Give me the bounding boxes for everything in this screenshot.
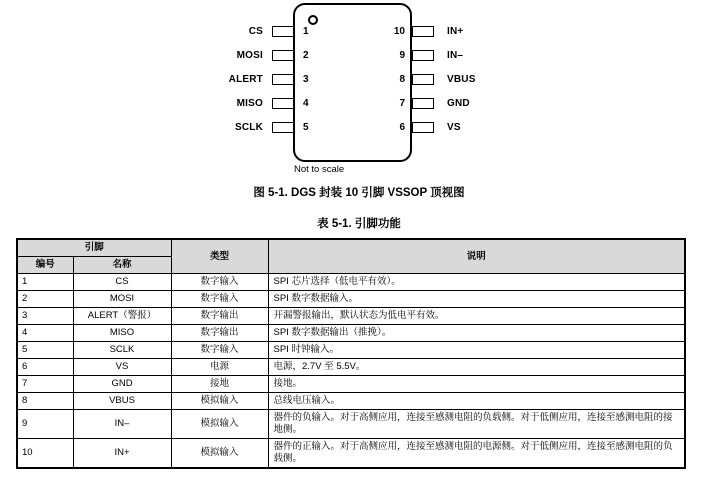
cell-description: 电源，2.7V 至 5.5V。 [268,359,685,376]
pin-box [272,122,294,133]
header-pin-group: 引脚 [17,239,171,257]
cell-type: 数字输入 [171,274,268,291]
pin-number: 9 [399,49,405,61]
cell-description: 接地。 [268,376,685,393]
table-row [17,274,685,291]
pin-box [412,98,434,109]
cell-type: 模拟输入 [171,410,268,439]
cell-number: 5 [17,342,73,359]
cell-type: 接地 [171,376,268,393]
header-type: 类型 [171,239,268,274]
cell-description: SPI 芯片选择（低电平有效）。 [268,274,685,291]
cell-name: VBUS [73,393,171,410]
pin-label: ALERT [228,73,263,85]
table-row [17,359,685,376]
cell-number: 4 [17,325,73,342]
header-number: 编号 [17,257,73,274]
pin-row-3 [155,67,309,91]
pin1-indicator-dot [308,15,318,25]
header-name: 名称 [73,257,171,274]
table-row [17,308,685,325]
cell-name: GND [73,376,171,393]
pin-function-table [16,238,686,469]
cell-number: 1 [17,274,73,291]
cell-number: 2 [17,291,73,308]
pin-box [412,26,434,37]
cell-type: 模拟输入 [171,439,268,469]
pin-row-8 [385,67,476,91]
cell-name: CS [73,274,171,291]
pin-label: IN+ [447,25,464,37]
cell-description: SPI 时钟输入。 [268,342,685,359]
cell-description: 器件的负输入。对于高侧应用，连接至感测电阻的负载侧。对于低侧应用，连接至感测电阻的接地侧。 [268,410,685,439]
pin-number: 10 [393,25,405,37]
header-description: 说明 [268,239,685,274]
cell-number: 8 [17,393,73,410]
pin-label: IN– [447,49,464,61]
cell-description: SPI 数字数据输入。 [268,291,685,308]
cell-type: 数字输出 [171,325,268,342]
cell-number: 9 [17,410,73,439]
pin-number: 2 [303,49,309,61]
cell-type: 数字输入 [171,342,268,359]
cell-name: IN+ [73,439,171,469]
cell-number: 10 [17,439,73,469]
right-pin-column [385,19,476,139]
pin-row-5 [155,115,309,139]
pin-row-4 [155,91,309,115]
table-row [17,342,685,359]
table-header [17,239,685,274]
pin-label: MISO [236,97,263,109]
pin-box [272,26,294,37]
pin-number: 7 [399,97,405,109]
cell-type: 模拟输入 [171,393,268,410]
figure-caption: 图 5-1. DGS 封装 10 引脚 VSSOP 顶视图 [253,187,465,199]
pin-label: SCLK [234,121,263,133]
pin-row-10 [385,19,476,43]
pin-label: CS [248,25,263,37]
table-row [17,376,685,393]
table-row [17,325,685,342]
cell-number: 3 [17,308,73,325]
cell-type: 数字输入 [171,291,268,308]
cell-name: MOSI [73,291,171,308]
cell-name: MISO [73,325,171,342]
cell-description: 开漏警报输出，默认状态为低电平有效。 [268,308,685,325]
table-row [17,410,685,439]
pin-number: 3 [303,73,309,85]
cell-description: 总线电压输入。 [268,393,685,410]
cell-name: IN– [73,410,171,439]
pin-row-9 [385,43,476,67]
pin-label: GND [447,97,470,109]
pin-row-1 [155,19,309,43]
pin-number: 5 [303,121,309,133]
table-row [17,291,685,308]
table-row [17,393,685,410]
cell-name: ALERT（警报） [73,308,171,325]
pin-number: 6 [399,121,405,133]
cell-name: VS [73,359,171,376]
cell-description: 器件的正输入。对于高侧应用，连接至感测电阻的电源侧。对于低侧应用，连接至感测电阻的负载侧。 [268,439,685,469]
cell-type: 电源 [171,359,268,376]
pinout-diagram [0,0,718,178]
cell-name: SCLK [73,342,171,359]
pin-box [412,122,434,133]
pin-number: 4 [303,97,309,109]
table-row [17,439,685,469]
pin-number: 8 [399,73,405,85]
not-to-scale-note: Not to scale [294,164,345,175]
pin-label: MOSI [236,49,263,61]
pin-row-2 [155,43,309,67]
pin-box [412,50,434,61]
pin-number: 1 [303,25,309,37]
cell-description: SPI 数字数据输出（推挽）。 [268,325,685,342]
cell-number: 6 [17,359,73,376]
pin-box [272,50,294,61]
pin-label: VS [447,121,461,133]
left-pin-column [155,19,309,139]
pin-label: VBUS [447,73,476,85]
pin-box [272,98,294,109]
table-title: 表 5-1. 引脚功能 [317,218,401,230]
cell-number: 7 [17,376,73,393]
pin-row-7 [385,91,476,115]
pin-box [412,74,434,85]
cell-type: 数字输出 [171,308,268,325]
pin-box [272,74,294,85]
pin-row-6 [385,115,476,139]
